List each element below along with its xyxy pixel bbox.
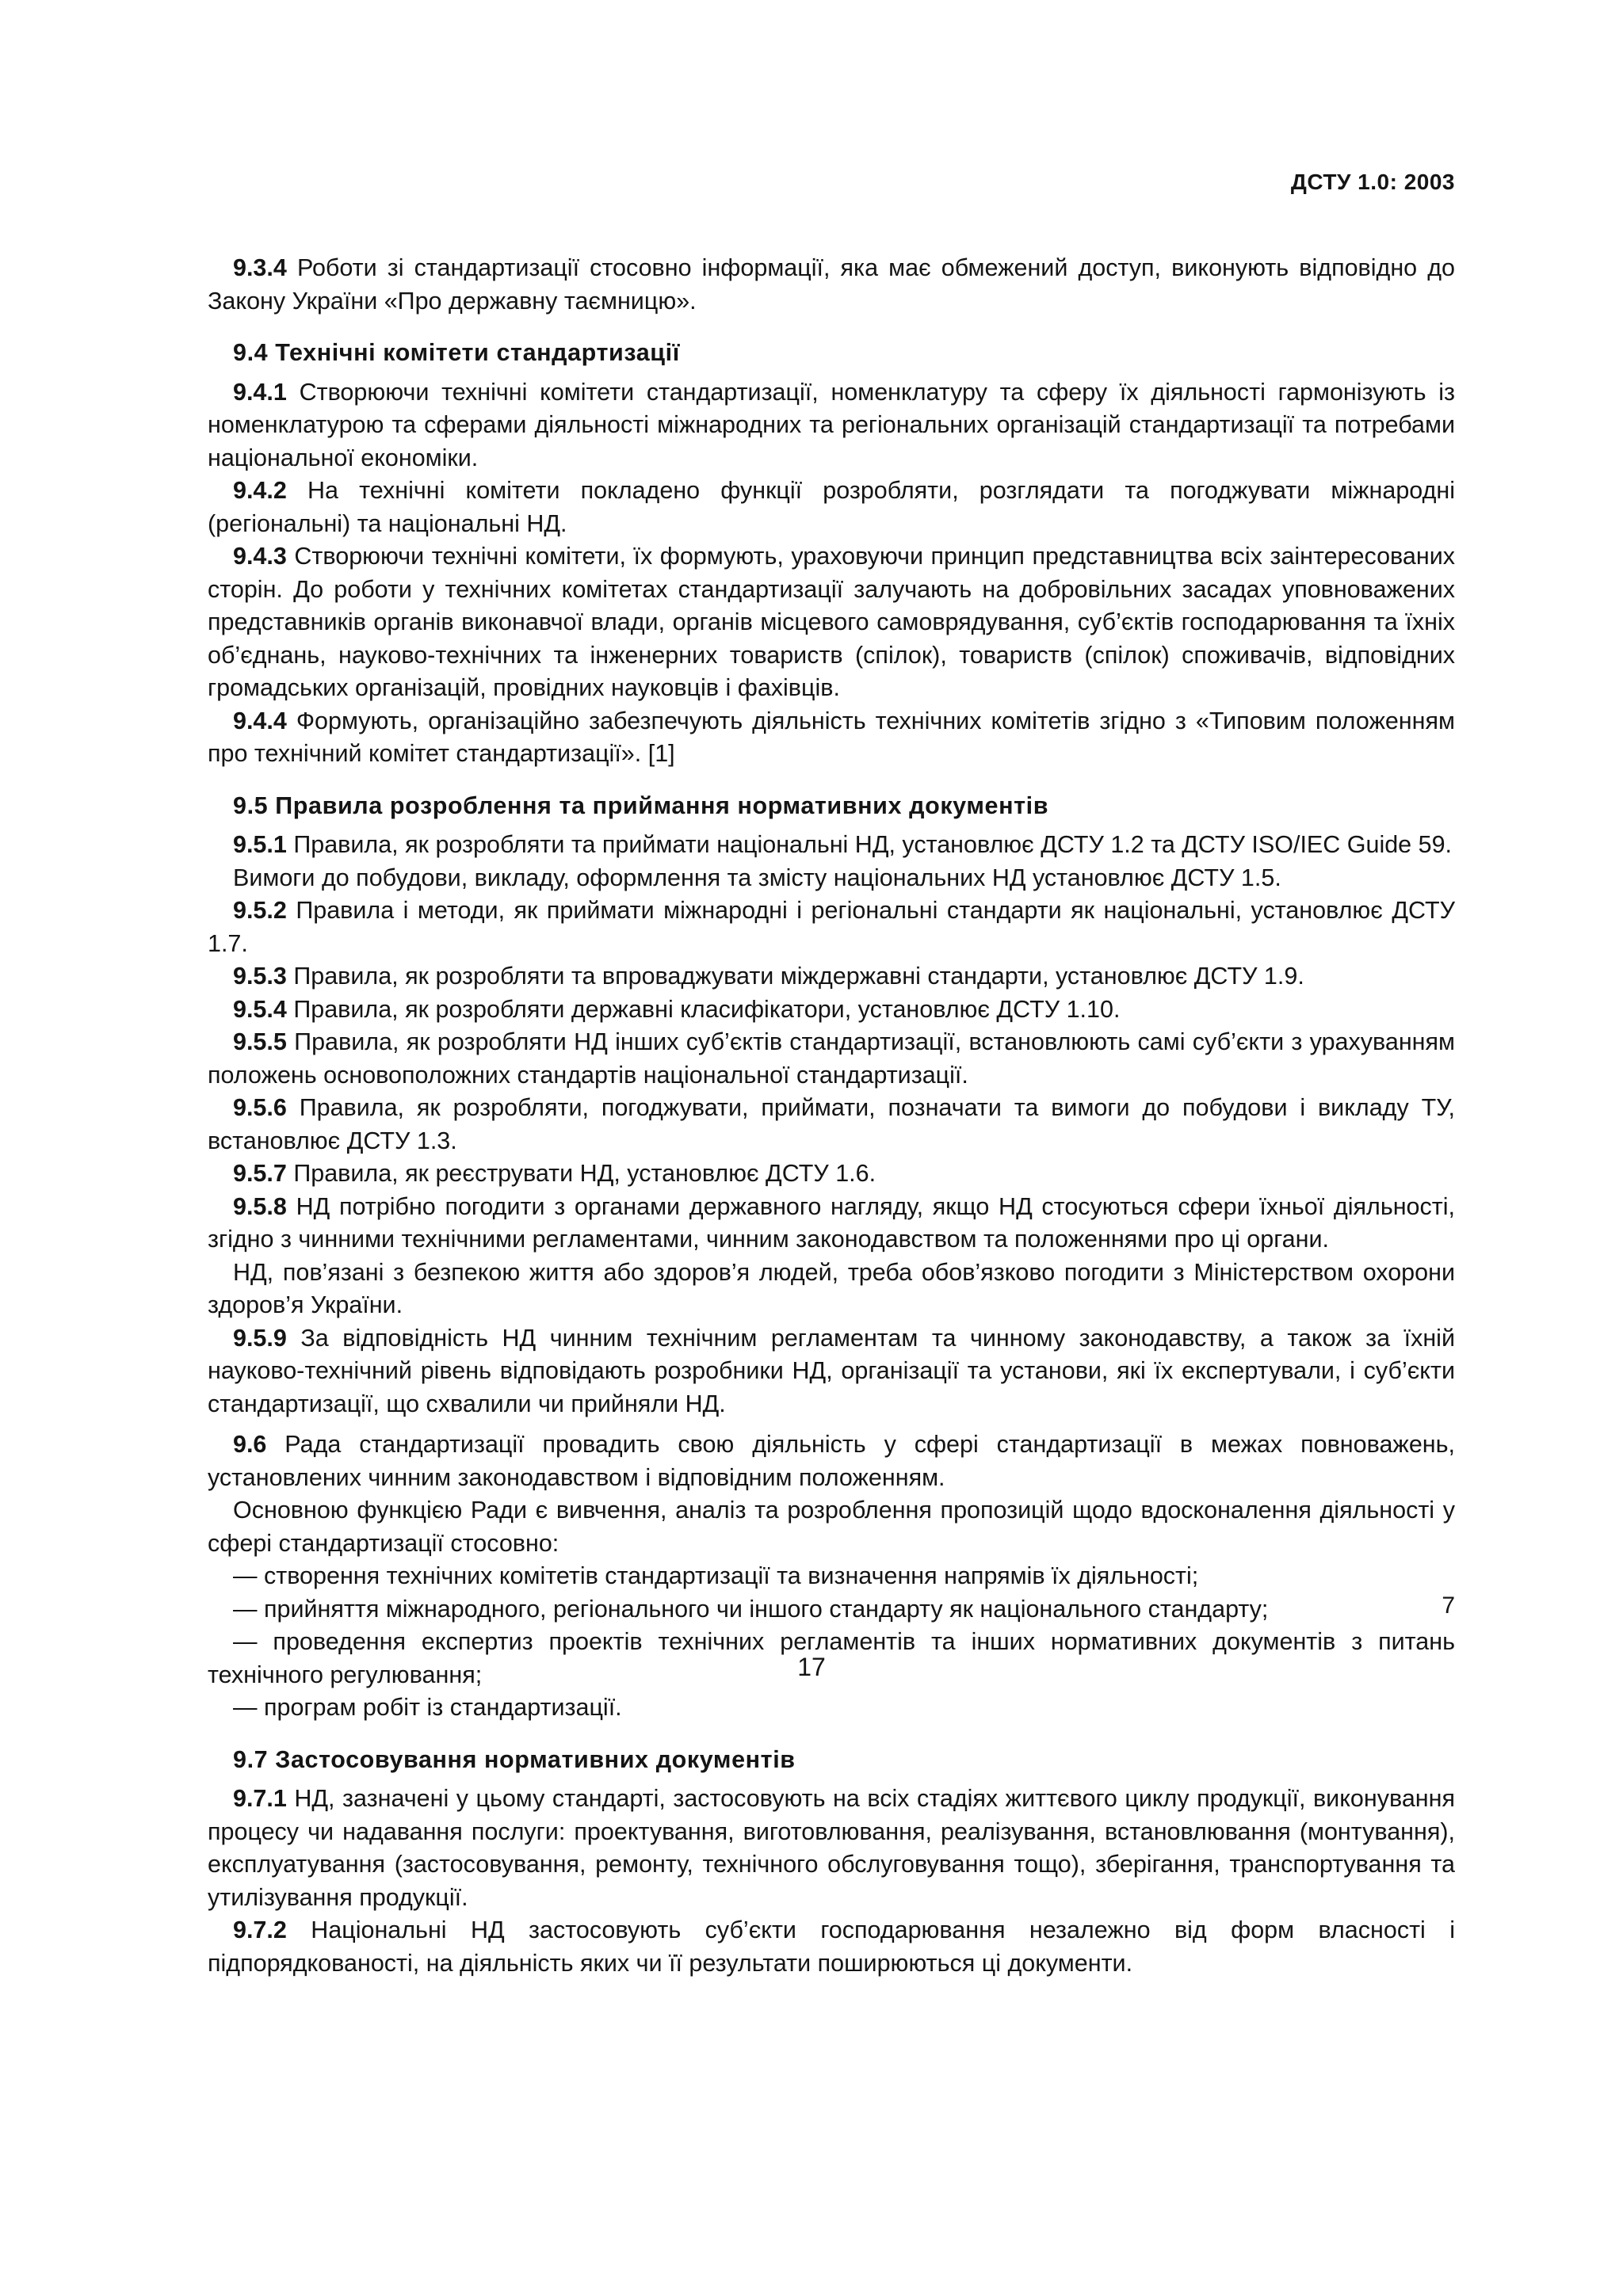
clause-number: 9.6: [233, 1431, 267, 1458]
clause-text: Національні НД застосовують суб’єкти господарювання незалежно від форм власності і підпорядкованості, на діяльність яких чи її результати поширюються ці документи.: [208, 1917, 1455, 1977]
section-heading-9-7: 9.7 Застосовування нормативних документів: [233, 1745, 796, 1773]
list-item: — проведення експертиз проектів технічних регламентів та інших нормативних документів з питань технічного регулювання;: [208, 1628, 1455, 1688]
clause-number: 9.3.4: [233, 254, 287, 281]
clause-9-7-1: [208, 1783, 1455, 1914]
clause-number: 9.5.3: [233, 963, 287, 990]
clause-number: 9.4.2: [233, 477, 287, 504]
clause-9-5-2: [208, 894, 1455, 960]
clause-number: 9.7.2: [233, 1917, 287, 1943]
clause-number: 9.7.1: [233, 1785, 287, 1812]
clause-number: 9.5.7: [233, 1160, 287, 1187]
clause-number: 9.5.2: [233, 897, 287, 924]
clause-text: Правила, як розробляти, погоджувати, приймати, позначати та вимоги до побудови і викладу ТУ, встановлює ДСТУ 1.3.: [208, 1094, 1455, 1154]
clause-number: 9.5.8: [233, 1192, 287, 1220]
clause-number: 9.5.9: [233, 1324, 287, 1352]
clause-9-5-8: [208, 1191, 1455, 1257]
clause-9-4-2: [208, 475, 1455, 540]
clause-text: Правила, як розробляти державні класифікатори, установлює ДСТУ 1.10.: [293, 995, 1121, 1023]
clause-number: 9.4.3: [233, 543, 287, 570]
clause-text: НД потрібно погодити з органами державного нагляду, якщо НД стосуються сфери їхньої діяльності, згідно з чинними технічними регламентами, чинним законодавством та положеннями про ці органи.: [208, 1192, 1455, 1253]
clause-text: Правила і методи, як приймати міжнародні і регіональні стандарти як національні, установлює ДСТУ 1.7.: [208, 897, 1455, 957]
clause-9-5-7: [208, 1158, 1455, 1191]
clause-9-5-9: [208, 1322, 1455, 1421]
clause-text: Роботи зі стандартизації стосовно інформації, яка має обмежений доступ, виконують відповідно до Закону України «Про державну таємницю».: [208, 254, 1455, 315]
section-heading-9-5: 9.5 Правила розроблення та приймання нормативних документів: [233, 791, 1049, 819]
clause-9-7-2: [208, 1914, 1455, 1980]
clause-9-5-8-continued: НД, пов’язані з безпекою життя або здоров’я людей, треба обов’язково погодити з Міністерством охорони здоров’я України.: [208, 1258, 1455, 1318]
clause-9-4-1: [208, 376, 1455, 475]
clause-9-5-3: [208, 960, 1455, 994]
list-item: — програм робіт із стандартизації.: [233, 1694, 622, 1721]
clause-number: 9.4.1: [233, 378, 287, 406]
clause-text: Створюючи технічні комітети, їх формують, ураховуючи принцип представництва всіх заінтересованих сторін. До роботи у технічних комітетах стандартизації залучають на добровільних засадах уповноважених представників органів виконавчої влади, органів місцевого самоврядування, суб’єктів господарювання та їхніх об’єднань, науково-технічних та інженерних товариств (спілок), товариств (спілок) споживачів, відповідних громадських організацій, провідних науковців і фахівців.: [208, 543, 1455, 701]
clause-text: НД, зазначені у цьому стандарті, застосовують на всіх стадіях життєвого циклу продукції, виконування процесу чи надавання послуги: проектування, виготовлювання, реалізування, встановлювання (монтування), експлуатування (застосовування, ремонту, технічного обслуговування тощо), зберігання, транспортування та утилізування продукції.: [208, 1785, 1455, 1911]
clause-text: Правила, як розробляти та впроваджувати міждержавні стандарти, установлює ДСТУ 1.9.: [293, 963, 1304, 990]
section-heading-9-4: 9.4 Технічні комітети стандартизації: [233, 339, 680, 366]
clause-text: Правила, як реєструвати НД, установлює ДСТУ 1.6.: [293, 1160, 876, 1187]
clause-9-4-4: [208, 705, 1455, 771]
clause-number: 9.5.5: [233, 1028, 287, 1055]
clause-text: Створюючи технічні комітети стандартизації, номенклатуру та сферу їх діяльності гармонізують із номенклатурою та сферами діяльності міжнародних та регіональних організацій стандартизації та потребами національної економіки.: [208, 378, 1455, 471]
document-code-header: ДСТУ 1.0: 2003: [1290, 170, 1455, 194]
clause-number: 9.5.6: [233, 1094, 287, 1121]
clause-number: 9.4.4: [233, 707, 287, 734]
list-item: — створення технічних комітетів стандартизації та визначення напрямів їх діяльності;: [233, 1562, 1199, 1589]
clause-9-6-continued: Основною функцією Ради є вивчення, аналіз та розроблення пропозицій щодо вдосконалення діяльності у сфері стандартизації стосовно:: [208, 1497, 1455, 1557]
clause-9-6: [208, 1428, 1455, 1494]
clause-text: Формують, організаційно забезпечують діяльність технічних комітетів згідно з «Типовим положенням про технічний комітет стандартизації». [1]: [208, 707, 1455, 767]
document-body: [208, 252, 1455, 1980]
clause-text: Правила, як розробляти НД інших суб’єктів стандартизації, встановлюють самі суб’єкти з урахуванням положень основоположних стандартів національної стандартизації.: [208, 1028, 1455, 1089]
clause-9-4-3: [208, 540, 1455, 705]
clause-text: За відповідність НД чинним технічним регламентам та чинному законодавству, а також за їхній науково-технічний рівень відповідають розробники НД, організації та установи, які їх експертували, і суб’єкти стандартизації, що схвалили чи прийняли НД.: [208, 1324, 1455, 1417]
clause-9-5-1-continued: Вимоги до побудови, викладу, оформлення та змісту національних НД установлює ДСТУ 1.5.: [233, 864, 1281, 891]
clause-text: Правила, як розробляти та приймати національні НД, установлює ДСТУ 1.2 та ДСТУ ISO/IEC Guide 59.: [293, 831, 1453, 858]
clause-9-5-1: [208, 829, 1455, 862]
clause-9-5-4: [208, 994, 1455, 1027]
clause-9-5-6: [208, 1092, 1455, 1158]
clause-9-5-5: [208, 1026, 1455, 1092]
sheet-number: 17: [797, 1653, 826, 1681]
clause-text: На технічні комітети покладено функції розробляти, розглядати та погоджувати міжнародні (регіональні) та національні НД.: [208, 477, 1455, 537]
page-number: 7: [1442, 1592, 1455, 1619]
clause-number: 9.5.1: [233, 831, 287, 858]
clause-9-3-4: [208, 252, 1455, 318]
clause-text: Рада стандартизації провадить свою діяльність у сфері стандартизації в межах повноважень, установлених чинним законодавством і відповідним положенням.: [208, 1431, 1455, 1491]
list-item: — прийняття міжнародного, регіонального чи іншого стандарту як національного стандарту;: [233, 1595, 1269, 1623]
clause-number: 9.5.4: [233, 995, 287, 1023]
